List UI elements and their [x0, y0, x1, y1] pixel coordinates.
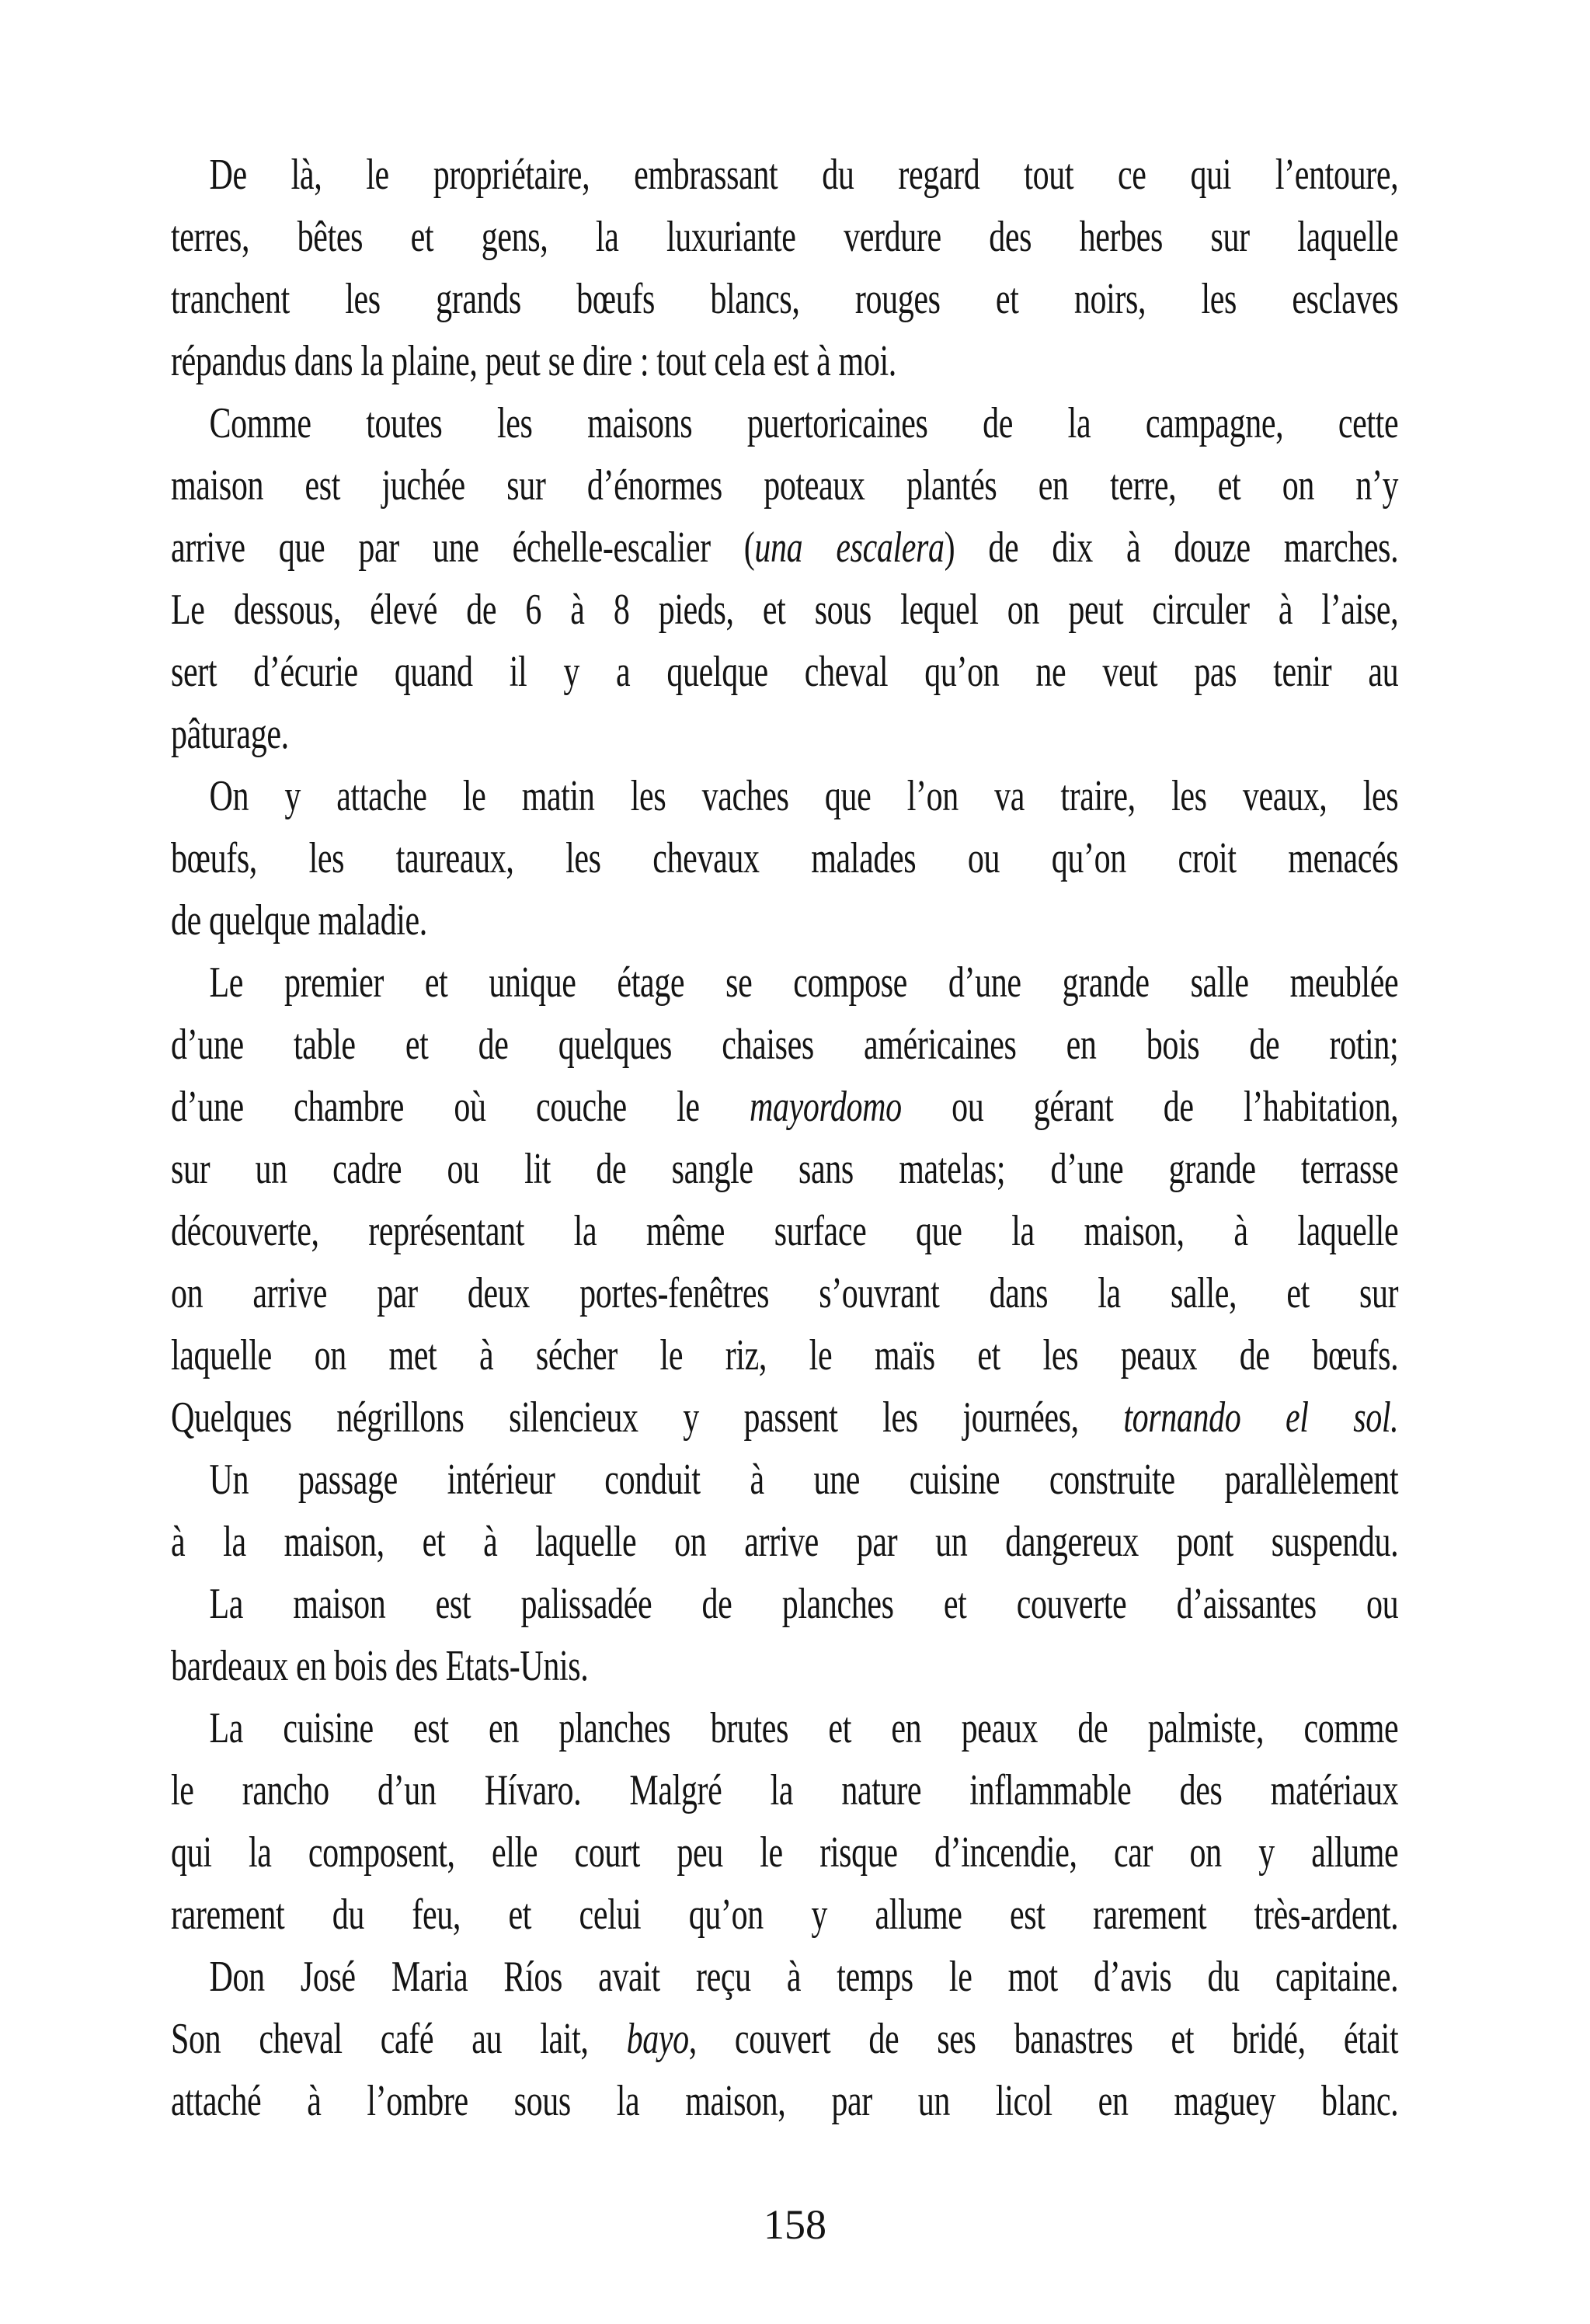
text-line: [171, 1138, 1398, 1200]
text-line: [171, 144, 1398, 206]
text-segment: laquelle on met à sécher le riz, le maïs et les peaux de bœufs.: [171, 1331, 1399, 1379]
text-line: [171, 1200, 1398, 1262]
text-segment: maison est juchée sur d’énormes poteaux plantés en terre, et on n’y: [171, 461, 1399, 510]
text-line: [171, 454, 1398, 517]
text-segment: bardeaux en bois des Etats-Unis.: [171, 1642, 589, 1690]
text-segment: Don José Maria Ríos avait reçu à temps le mot d’avis du capitaine.: [209, 1953, 1399, 2001]
text-line: [171, 1449, 1398, 1511]
text-line: [171, 330, 1398, 392]
text-segment: bœufs, les taureaux, les chevaux malades ou qu’on croit menacés: [171, 834, 1399, 882]
italic-phrase: una escalera: [754, 524, 945, 572]
text-line: [171, 2070, 1398, 2132]
text-segment: qui la composent, elle court peu le risque d’incendie, car on y allume: [171, 1828, 1399, 1877]
text-line: [171, 1821, 1398, 1884]
text-segment: Quelques négrillons silencieux y passent les journées,: [171, 1393, 1124, 1442]
text-segment: répandus dans la plaine, peut se dire : tout cela est à moi.: [171, 337, 896, 385]
text-line: [171, 1573, 1398, 1635]
text-segment: sur un cadre ou lit de sangle sans matelas; d’une grande terrasse: [171, 1145, 1399, 1193]
text-segment: pâturage.: [171, 710, 289, 758]
text-line: [171, 827, 1398, 889]
text-line: [171, 1511, 1398, 1573]
italic-phrase: mayordomo: [750, 1083, 902, 1131]
text-segment: Un passage intérieur conduit à une cuisine construite parallèlement: [209, 1456, 1399, 1504]
text-segment: terres, bêtes et gens, la luxuriante verdure des herbes sur laquelle: [171, 213, 1399, 261]
text-line: [171, 641, 1398, 703]
paragraph: [171, 392, 1398, 765]
text-line: [171, 1324, 1398, 1386]
paragraph: [171, 1573, 1398, 1697]
text-line: [171, 1076, 1398, 1138]
text-segment: On y attache le matin les vaches que l’on va traire, les veaux, les: [209, 772, 1399, 820]
text-line: [171, 703, 1398, 765]
text-line: [171, 517, 1398, 579]
text-segment: Le dessous, élevé de 6 à 8 pieds, et sous lequel on peut circuler à l’aise,: [171, 586, 1399, 634]
text-segment: on arrive par deux portes-fenêtres s’ouvrant dans la salle, et sur: [171, 1269, 1399, 1317]
text-segment: de quelque maladie.: [171, 896, 427, 945]
text-segment: La cuisine est en planches brutes et en peaux de palmiste, comme: [209, 1704, 1399, 1752]
text-segment: De là, le propriétaire, embrassant du regard tout ce qui l’entoure,: [209, 151, 1399, 199]
text-line: [171, 1635, 1398, 1697]
text-line: [171, 1884, 1398, 1946]
text-line: [171, 579, 1398, 641]
text-segment: , couvert de ses banastres et bridé, était: [688, 2015, 1399, 2063]
paragraph: [171, 1449, 1398, 1573]
text-line: [171, 1946, 1398, 2008]
text-block: [171, 144, 1398, 2132]
text-segment: ou gérant de l’habitation,: [901, 1083, 1399, 1131]
text-segment: La maison est palissadée de planches et couverte d’aissantes ou: [209, 1580, 1399, 1628]
text-segment: découverte, représentant la même surface que la maison, à laquelle: [171, 1207, 1399, 1255]
paragraph: [171, 1946, 1398, 2132]
text-segment: Le premier et unique étage se compose d’une grande salle meublée: [209, 958, 1399, 1007]
text-line: [171, 765, 1398, 827]
text-line: [171, 392, 1398, 454]
page-number: 158: [764, 2201, 826, 2248]
text-line: [171, 268, 1398, 330]
text-segment: rarement du feu, et celui qu’on y allume est rarement très-ardent.: [171, 1891, 1399, 1939]
paragraph: [171, 1697, 1398, 1946]
italic-phrase: bayo: [626, 2015, 689, 2063]
italic-phrase: tornando el sol.: [1123, 1393, 1399, 1442]
text-segment: d’une chambre où couche le: [171, 1083, 750, 1131]
text-segment: Son cheval café au lait,: [171, 2015, 627, 2063]
text-segment: Comme toutes les maisons puertoricaines de la campagne, cette: [209, 399, 1399, 447]
text-segment: arrive que par une échelle-escalier (: [171, 524, 755, 572]
text-segment: attaché à l’ombre sous la maison, par un licol en maguey blanc.: [171, 2077, 1399, 2125]
text-segment: sert d’écurie quand il y a quelque cheval qu’on ne veut pas tenir au: [171, 648, 1399, 696]
paragraph: [171, 952, 1398, 1449]
text-line: [171, 2008, 1398, 2070]
paragraph: [171, 765, 1398, 952]
text-line: [171, 1386, 1398, 1449]
text-line: [171, 1697, 1398, 1759]
text-segment: tranchent les grands bœufs blancs, rouges et noirs, les esclaves: [171, 275, 1399, 323]
text-segment: à la maison, et à laquelle on arrive par un dangereux pont suspendu.: [171, 1518, 1399, 1566]
paragraph: [171, 144, 1398, 392]
text-segment: d’une table et de quelques chaises américaines en bois de rotin;: [171, 1021, 1399, 1069]
text-line: [171, 1014, 1398, 1076]
text-line: [171, 206, 1398, 268]
text-segment: le rancho d’un Hívaro. Malgré la nature inflammable des matériaux: [171, 1766, 1399, 1814]
text-line: [171, 952, 1398, 1014]
text-line: [171, 1262, 1398, 1324]
text-line: [171, 1759, 1398, 1821]
text-line: [171, 889, 1398, 952]
text-segment: ) de dix à douze marches.: [944, 524, 1399, 572]
